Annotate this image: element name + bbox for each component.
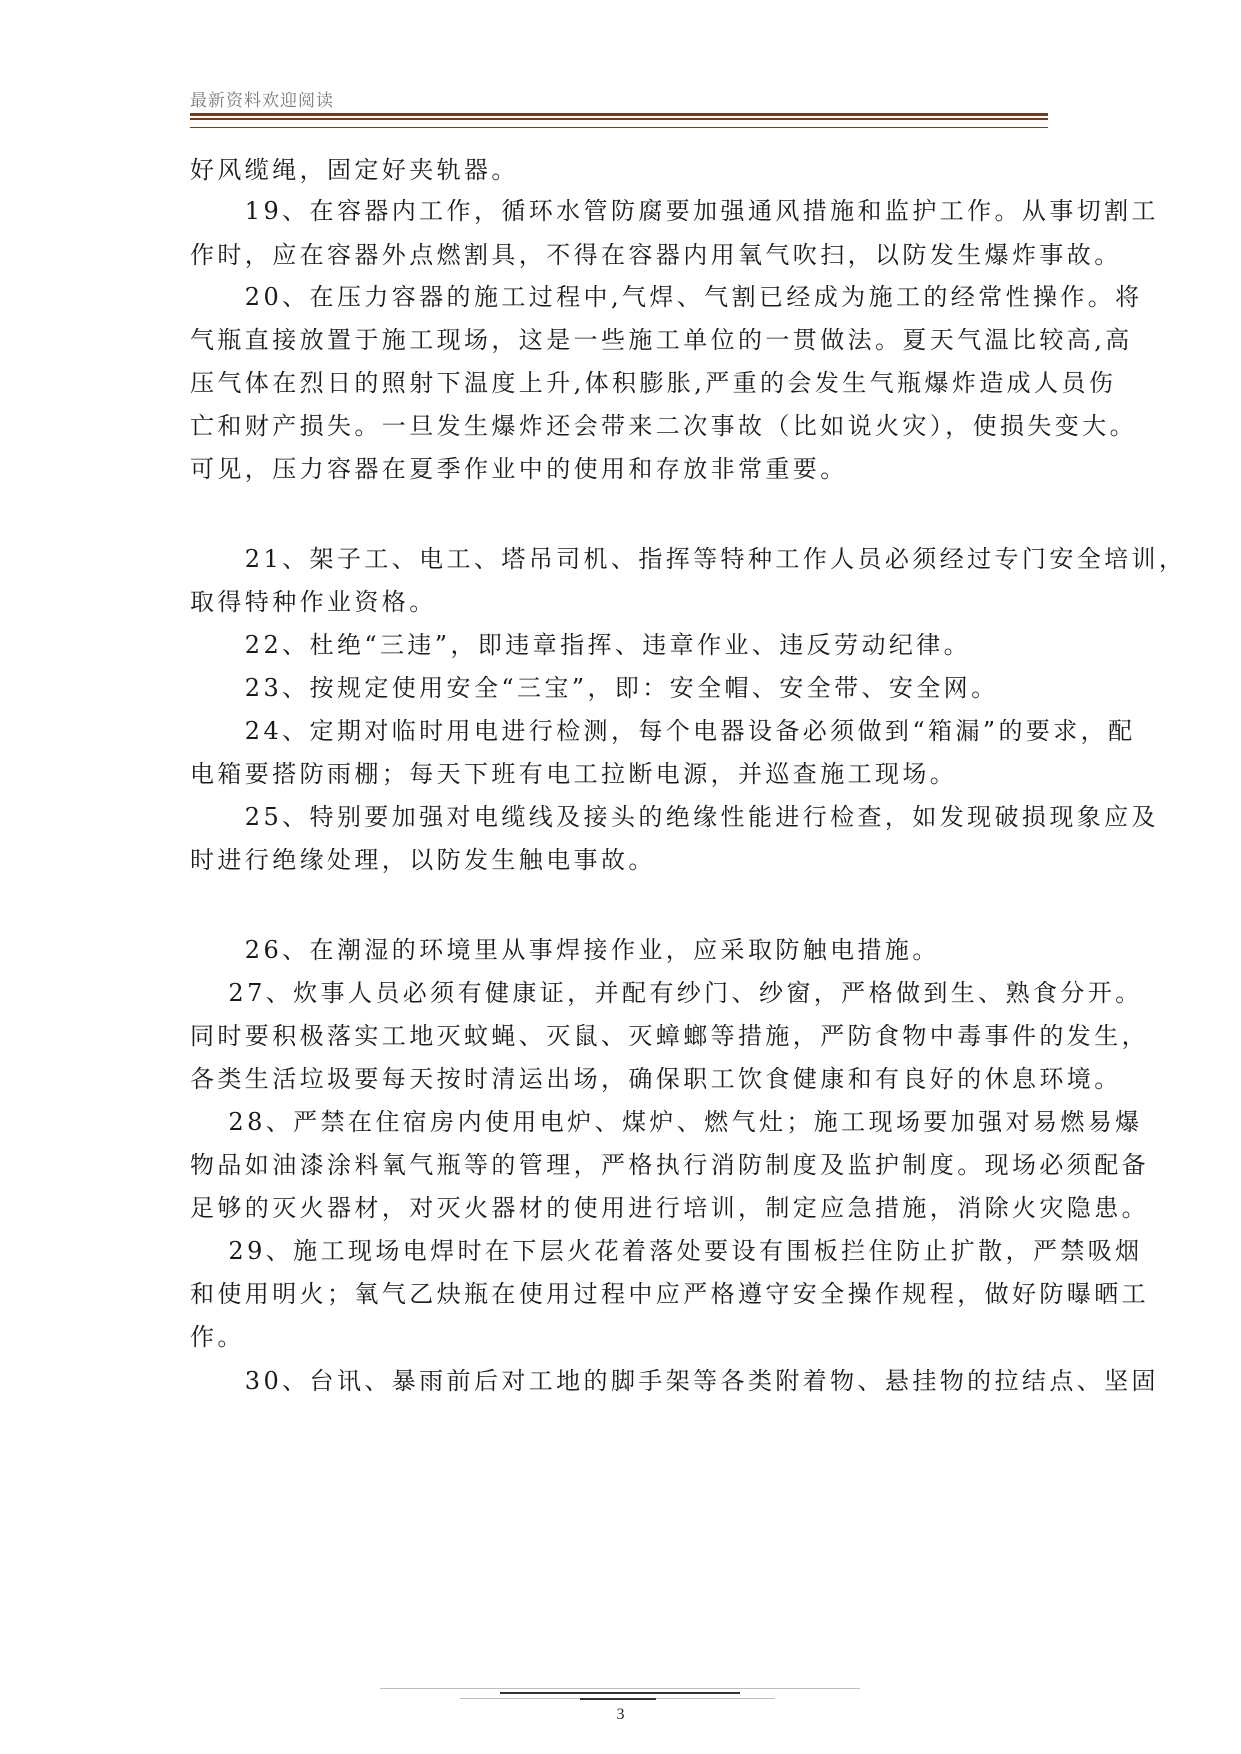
footer-rule-dark — [500, 1692, 740, 1694]
text-line: 作。 — [190, 1323, 245, 1351]
text-line: 取得特种作业资格。 — [190, 588, 437, 616]
text-line: 同时要积极落实工地灭蚊蝇、灭鼠、灭蟑螂等措施，严防食物中毒事件的发生， — [190, 1022, 1149, 1050]
page-number: 3 — [616, 1706, 625, 1723]
text-line: 20、在压力容器的施工过程中,气焊、气割已经成为施工的经常性操作。将 — [190, 283, 1143, 311]
text-line: 27、炊事人员必须有健康证，并配有纱门、纱窗，严格做到生、熟食分开。 — [190, 979, 1143, 1007]
text-line: 23、按规定使用安全“三宝”，即：安全帽、安全带、安全网。 — [190, 674, 999, 702]
text-line: 气瓶直接放置于施工现场，这是一些施工单位的一贯做法。夏天气温比较高,高 — [190, 326, 1133, 354]
text-line: 24、定期对临时用电进行检测，每个电器设备必须做到“箱漏”的要求，配 — [190, 717, 1136, 745]
footer-rule-top — [380, 1688, 860, 1689]
text-line: 21、架子工、电工、塔吊司机、指挥等特种工作人员必须经过专门安全培训， — [190, 545, 1187, 573]
footer-rule-accent — [580, 1698, 656, 1700]
text-line: 26、在潮湿的环境里从事焊接作业，应采取防触电措施。 — [190, 936, 940, 964]
text-line: 28、严禁在住宿房内使用电炉、煤炉、燃气灶；施工现场要加强对易燃易爆 — [190, 1108, 1143, 1136]
text-line: 22、杜绝“三违”，即违章指挥、违章作业、违反劳动纪律。 — [190, 631, 972, 659]
text-line: 30、台讯、暴雨前后对工地的脚手架等各类附着物、悬挂物的拉结点、坚固 — [190, 1367, 1159, 1395]
header-rule-thick — [190, 113, 1048, 116]
text-line: 足够的灭火器材，对灭火器材的使用进行培训，制定应急措施，消除火灾隐患。 — [190, 1194, 1149, 1222]
text-line: 好风缆绳，固定好夹轨器。 — [190, 156, 519, 184]
text-line: 可见，压力容器在夏季作业中的使用和存放非常重要。 — [190, 455, 848, 483]
text-line: 作时，应在容器外点燃割具，不得在容器内用氧气吹扫，以防发生爆炸事故。 — [190, 241, 1122, 269]
running-header: 最新资料欢迎阅读 — [190, 91, 334, 111]
header-rule-medium — [190, 118, 1048, 120]
text-line: 物品如油漆涂料氧气瓶等的管理，严格执行消防制度及监护制度。现场必须配备 — [190, 1151, 1149, 1179]
text-line: 19、在容器内工作，循环水管防腐要加强通风措施和监护工作。从事切割工 — [190, 197, 1159, 225]
text-line: 时进行绝缘处理，以防发生触电事故。 — [190, 846, 656, 874]
text-line: 压气体在烈日的照射下温度上升,体积膨胀,严重的会发生气瓶爆炸造成人员伤 — [190, 369, 1117, 397]
text-line: 电箱要搭防雨棚；每天下班有电工拉断电源，并巡查施工现场。 — [190, 760, 958, 788]
header-rule-thin — [190, 127, 1048, 128]
text-line: 亡和财产损失。一旦发生爆炸还会带来二次事故（比如说火灾），使损失变大。 — [190, 412, 1137, 440]
text-line: 29、施工现场电焊时在下层火花着落处要设有围板拦住防止扩散，严禁吸烟 — [190, 1237, 1143, 1265]
text-line: 各类生活垃圾要每天按时清运出场，确保职工饮食健康和有良好的休息环境。 — [190, 1065, 1122, 1093]
text-line: 25、特别要加强对电缆线及接头的绝缘性能进行检查，如发现破损现象应及 — [190, 803, 1159, 831]
text-line: 和使用明火；氧气乙炔瓶在使用过程中应严格遵守安全操作规程，做好防曝晒工 — [190, 1280, 1149, 1308]
